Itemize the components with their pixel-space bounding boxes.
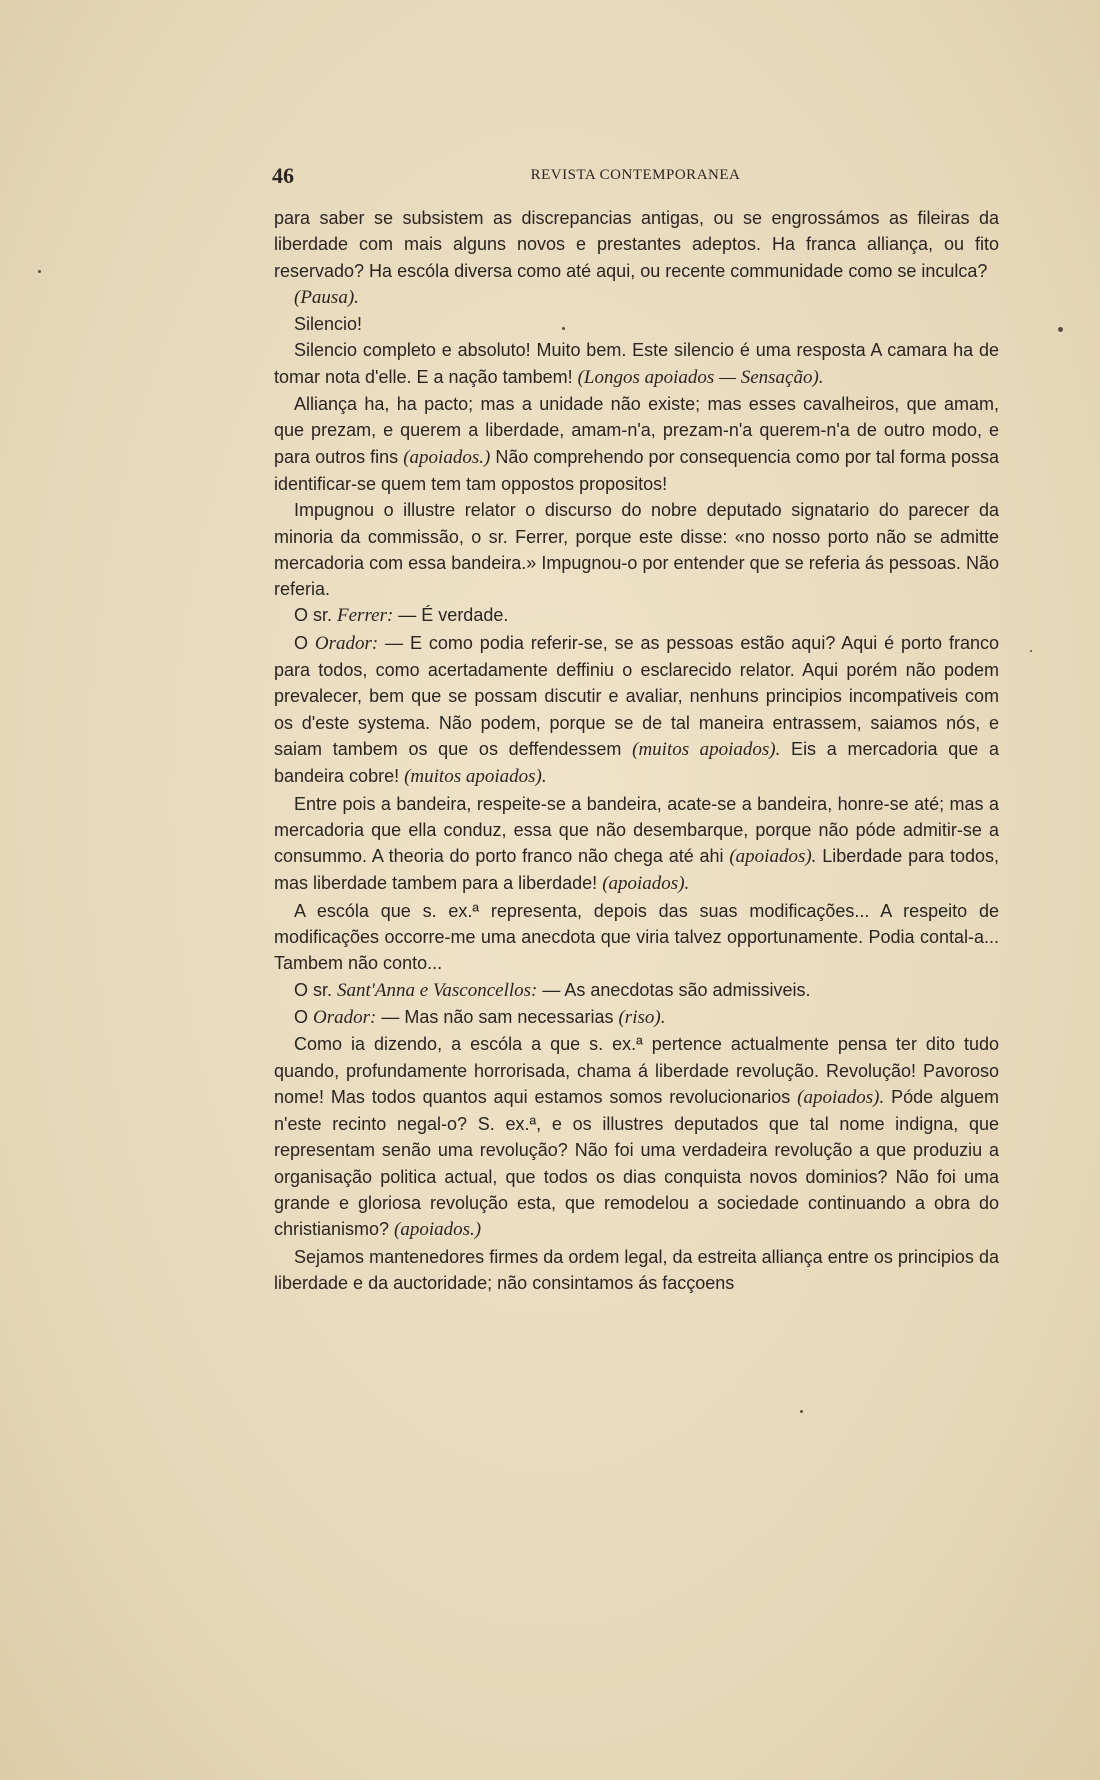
paragraph — [274, 1004, 999, 1031]
text-run: Silencio! — [294, 314, 363, 335]
page-header — [272, 163, 999, 189]
italic-text: (apoiados.) — [403, 446, 491, 468]
text-run: Póde alguem n'este recinto negal-o? S. ex.ª, e os illustres deputados que tal nome indigna, que representam senão uma revolução? Não foi uma verdadeira revolução a que produziu a organisação politica actual, que todos os dias conquista novos dominios? Não foi uma grande e gloriosa revolução esta, que remodelou a sociedade continuando a obra do christianismo? — [274, 1086, 1000, 1240]
text-run: O sr. — [294, 605, 338, 626]
text-run: — E como podia referir-se, se as pessoas estão aqui? Aqui é porto franco para todos, como acertadamente deffiniu o esclarecido relator. Aqui porém não podem prevalecer, bem que se possam discutir e avaliar, nenhuns principios incompativeis com os d'este systema. Não podem, porque se de tal maneira entrassem, saiamos nós, e saiam tambem os que os deffendessem — [274, 632, 999, 759]
italic-text: (apoiados.) — [394, 1219, 482, 1241]
paragraph — [274, 898, 999, 977]
italic-text: (muitos apoiados). — [404, 766, 547, 788]
paragraph — [274, 791, 999, 898]
paragraph — [274, 284, 999, 311]
paragraph — [274, 311, 999, 337]
italic-text: (muitos apoiados). — [632, 738, 781, 760]
italic-text: Sant'Anna e Vasconcellos: — [337, 979, 538, 1001]
text-run: O — [294, 1006, 314, 1027]
paragraph — [274, 497, 999, 602]
body-text — [274, 205, 999, 1296]
paragraph — [274, 1244, 999, 1297]
italic-text: (apoiados). — [729, 846, 817, 868]
italic-text: (apoiados). — [797, 1086, 885, 1108]
paragraph — [274, 391, 999, 497]
paragraph — [274, 337, 999, 391]
italic-text: (Pausa). — [294, 286, 359, 308]
paragraph — [274, 977, 999, 1004]
text-run: para saber se subsistem as discrepancias antigas, ou se engrossámos as fileiras da liberdade com mais alguns novos e prestantes adeptos. Ha franca alliança, ou fito reservado? Ha escóla diversa como até aqui, ou recente communidade como se inculca? — [274, 208, 999, 281]
paragraph — [274, 602, 999, 629]
text-run: Não comprehendo por consequencia como por tal forma possa identificar-se quem tem tam oppostos propositos! — [274, 446, 999, 494]
text-run: Liberdade para todos, mas liberdade tambem para a liberdade! — [274, 846, 999, 894]
text-run: Impugnou o illustre relator o discurso do nobre deputado signatario do parecer da minoria da commissão, o sr. Ferrer, porque este disse: «no nosso porto não se admitte mercadoria com essa bandeira.» Impugnou-o por entender que se referia ás pessoas. Não referia. — [274, 500, 999, 600]
text-run: Como ia dizendo, a escóla a que s. ex.ª pertence actualmente pensa ter dito tudo quando, profundamente horrorisada, chama á liberdade revolução. Revolução! Pavoroso nome! Mas todos quantos aqui estamos somos revolucionarios — [274, 1034, 999, 1107]
italic-text: (apoiados). — [602, 873, 690, 895]
text-run: — Mas não sam necessarias — [376, 1006, 619, 1027]
text-run: O sr. — [294, 979, 338, 1000]
italic-text: Orador: — [314, 632, 379, 654]
page-number: 46 — [272, 163, 294, 188]
running-title: REVISTA CONTEMPORANEA — [530, 167, 741, 183]
text-run: A escóla que s. ex.ª representa, depois das suas modificações... A respeito de modificações occorre-me uma anecdota que viria talvez opportunamente. Podia contal-a... Tambem não conto... — [274, 900, 999, 974]
text-run: O — [294, 632, 315, 653]
italic-text: (Longos apoiados — Sensação). — [577, 366, 824, 388]
paragraph — [274, 1031, 999, 1243]
text-run: Eis a mercadoria que a bandeira cobre! — [274, 738, 1000, 787]
text-run: Silencio completo e absoluto! Muito bem. Este silencio é uma resposta A camara ha de tomar nota d'elle. E a nação tambem! — [274, 340, 999, 387]
text-run: Sejamos mantenedores firmes da ordem legal, da estreita alliança entre os principios da liberdade e da auctoridade; não consintamos ás facçoens — [274, 1246, 999, 1293]
italic-text: Orador: — [313, 1006, 377, 1028]
text-run: Entre pois a bandeira, respeite-se a bandeira, acate-se a bandeira, honre-se até; mas a mercadoria que ella conduz, essa que não desembarque, porque não póde admitir-se a consummo. A theoria do porto franco não chega até ahi — [274, 793, 999, 867]
text-run: — É verdade. — [393, 605, 509, 626]
text-run: — As anecdotas são admissiveis. — [537, 979, 811, 1000]
italic-text: (riso). — [618, 1006, 666, 1028]
italic-text: Ferrer: — [337, 605, 394, 627]
paragraph — [274, 630, 999, 791]
paragraph — [274, 205, 999, 284]
text-run: Alliança ha, ha pacto; mas a unidade não existe; mas esses cavalheiros, que amam, que prezam, e querem a liberdade, amam-n'a, prezam-n'a querem-n'a de outro modo, e para outros fins — [274, 394, 999, 467]
